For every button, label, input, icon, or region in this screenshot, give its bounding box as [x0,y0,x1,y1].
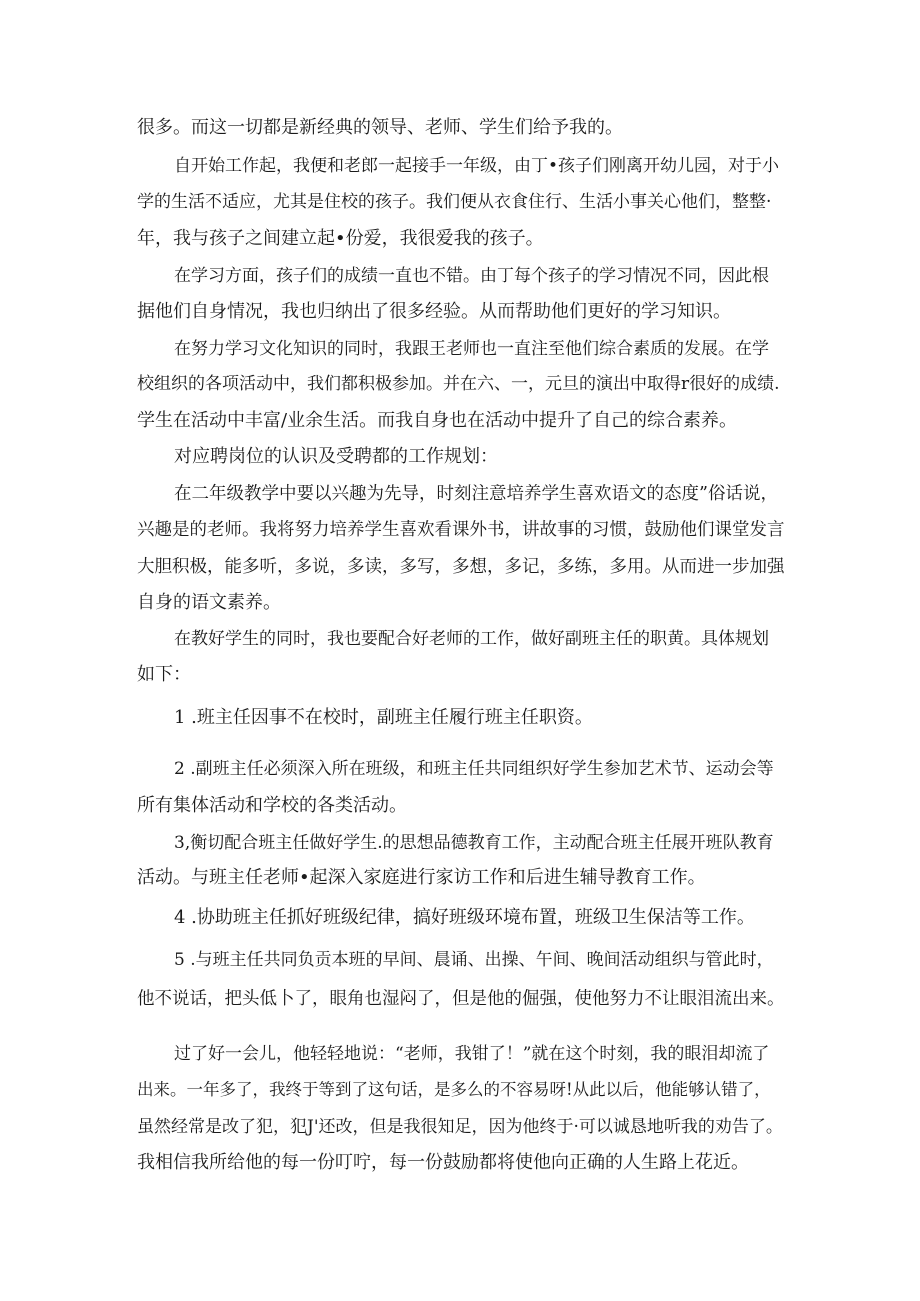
text-line-12: 兴趣是的老师。我将努力培养学生喜欢看课外书，讲故事的习惯，鼓励他们课堂发言 [137,520,785,540]
text-line-26: 出来。一年多了，我终于等到了这句话，是多么的不容易呀!从此以后，他能够认错了， [137,1080,771,1099]
text-line-2: 自开始工作起，我便和老郎一起接手一年级，由丁•孩子们刚离开幼儿园，对于小 [174,156,780,176]
text-line-16: 如下： [137,664,191,685]
text-line-4: 年，我与孩子之间建立起•份爱，我很爱我的孩子。 [137,228,544,249]
text-line-10: 对应聘岗位的认识及受聘都的工作规划： [174,446,498,467]
text-line-19: 所有集体活动和学校的各类活动。 [137,795,407,816]
list-item-1: 1 .班主任因事不在校时，副班主任履行班主任职资。 [174,707,593,728]
text-line-5: 在学习方面，孩子们的成绩一直也不错。由丁每个孩子的学习情况不同，因此根 [174,266,769,286]
text-line-11: 在二年级教学中要以兴趣为先导，时刻注意培养学生喜欢语文的态度”俗话说， [174,484,778,504]
text-line-24: 他不说话，把头低卜了，眼角也湿闷了，但是他的倔强，使他努力不让眼泪流出来。 [137,989,785,1009]
list-item-2: 2 .副班主任必须深入所在班级，和班主任共同组织好学生参加艺术节、运动会等 [174,759,774,779]
text-line-13: 大胆积极，能多听，多说，多读，多写，多想，多记，多练，多用。从而进一步加强 [137,557,785,577]
text-line-27: 虽然经常是改了犯，犯J'还改，但是我很知足，因为他终于·可以诚恳地听我的劝告了。 [137,1117,783,1137]
text-line-14: 自身的语文素养。 [137,592,281,613]
text-line-25: 过了好一会儿，他轻轻地说：“老师，我钳了！”就在这个时刻，我的眼泪却流了 [174,1044,770,1064]
text-line-21: 活动。与班主任老师•起深入家庭进行家访工作和后进生辅导教育工作。 [137,867,706,888]
list-item-4: 4 .协助班主任抓好班级纪律，搞好班级环境布置，班级卫生保洁等工作。 [174,907,755,928]
list-item-3: 3,衡切配合班主任做好学生.的思想品德教育工作，主动配合班主任展开班队教育 [174,833,774,853]
text-line-3: 学的生活不适应，尤其是住校的孩子。我们便从衣食住行、生活小事关心他们，整整· [137,192,772,212]
text-line-6: 据他们自身情况，我也归纳出了很多经验。从而帮助他们更好的学习知识。 [137,301,731,322]
text-line-7: 在努力学习文化知识的同时，我跟王老师也一直注至他们综合素质的发展。在学 [174,339,769,359]
text-line-1: 很多。而这一切都是新经典的领导、老师、学生们给予我的。 [137,117,623,138]
text-line-15: 在教好学生的同时，我也要配合好老师的工作，做好副班主任的职黄。具体规划 [174,629,769,649]
text-line-9: 学生在活动中丰富/业余生活。而我自身也在活动中提升了自己的综合素养。 [137,410,738,431]
list-item-5: 5 .与班主任共同负贡本班的早间、晨诵、出操、午间、晚间活动组织与管此时， [174,950,774,970]
text-line-8: 校组织的各项活动中，我们都积极参加。并在六、一，元旦的演出中取得r很好的成绩. [137,374,780,394]
text-line-28: 我相信我所给他的每一份叮咛，每一份鼓励都将使他向正确的人生路上花近。 [137,1152,749,1173]
